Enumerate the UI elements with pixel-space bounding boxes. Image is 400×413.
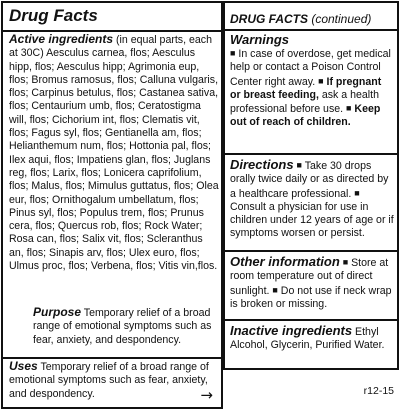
other-information-section xyxy=(230,254,394,311)
other-information-heading: Other information xyxy=(230,254,340,269)
bullet-icon: ■ xyxy=(354,187,360,198)
drug-facts-right-panel xyxy=(223,1,399,370)
continued-title: DRUG FACTS xyxy=(230,12,308,26)
warnings-line2: ask a health professional before use. xyxy=(230,88,379,116)
other-information-line1: Store at room temperature out of direct sunlight. xyxy=(230,257,389,297)
label-code: r12-15 xyxy=(363,385,394,397)
bullet-icon: ■ xyxy=(272,284,278,295)
continued-title-divider xyxy=(225,29,397,31)
inactive-ingredients-heading: Inactive ingredients xyxy=(230,323,353,338)
active-ingredients-heading: Active ingredients xyxy=(9,32,114,46)
active-ingredients-section xyxy=(9,33,219,273)
directions-heading: Directions xyxy=(230,157,294,172)
bullet-icon: ■ xyxy=(230,48,236,58)
warnings-heading: Warnings xyxy=(230,32,289,47)
uses-section xyxy=(9,360,214,401)
directions-line1: Take 30 drops orally twice daily or as directed by a healthcare professional. xyxy=(230,160,389,200)
warnings-keep-out: Keep out of reach of children. xyxy=(230,103,381,129)
directions-section xyxy=(230,157,394,241)
directions-divider xyxy=(225,250,397,252)
purpose-section xyxy=(33,306,219,347)
directions-line2: Consult a physician for use in children under 12 years of age or if symptoms worsen or persist. xyxy=(230,200,394,240)
active-ingredients-body: (in equal parts, each at 30C) Aesculus carnea, flos; Aesculus hipp, flos; Aesculus hipp; Agrimonia eup, flos; Bromus ramosus, flos; Calluna vulgaris, flos; Carpinus betulus, flos; Castanea sativa, flos; Centaurium umb, flos; Ceratostigma will, flos; Cichorium int, flos; Clematis vit, flos; Fagus syl, flos; Gentianella am, flos; Helianthemum num, flos; Hottonia pal, flos; Ilex aqui, flos; Impatiens glan, flos; Juglans reg, flos; Larix, flos; Lonicera caprifolium, flos; Malus, flos; Mimulus guttatus, flos; Olea eur, flos; Ornithogalum umbellatum, flos; Pinus syl, flos; Populus trem, flos; Prunus cera, flos; Quercus rob, flos; Rock Water; Rosa can, flos; Salix vit, flos; Scleranthus an, flos; Sinapis arv, flos; Ulex euro, flos; Ulmus proc, flos; Verbena, flos; Vitis vin,flos. xyxy=(9,34,219,273)
purpose-heading: Purpose xyxy=(33,305,82,319)
inactive-ingredients-section xyxy=(230,323,394,353)
continued-arrow-icon: → xyxy=(200,386,213,404)
warnings-section xyxy=(230,32,394,130)
inactive-ingredients-body: Ethyl Alcohol, Glycerin, Purified Water. xyxy=(230,326,385,352)
drug-facts-left-panel xyxy=(1,1,223,409)
continued-suffix: (continued) xyxy=(308,12,372,26)
bullet-icon: ■ xyxy=(318,75,324,86)
bullet-icon: ■ xyxy=(346,103,352,114)
drug-facts-title: Drug Facts xyxy=(9,6,98,25)
other-information-divider xyxy=(225,319,397,321)
bullet-icon: ■ xyxy=(342,257,349,267)
other-information-line2: Do not use if neck wrap is broken or missing. xyxy=(230,284,392,310)
warnings-line1: In case of overdose, get medical help or contact a Poison Control Center right away. xyxy=(230,48,391,88)
bullet-icon: ■ xyxy=(296,160,302,170)
uses-heading: Uses xyxy=(9,359,38,373)
purpose-body: Temporary relief of a broad range of emotional symptoms such as fear, anxiety, and despondency. xyxy=(33,307,212,346)
warnings-divider xyxy=(225,153,397,155)
warnings-pregnant: If pregnant or breast feeding, xyxy=(230,75,382,101)
uses-body: Temporary relief of a broad range of emotional symptoms such as fear, anxiety, and despondency. xyxy=(9,361,209,400)
